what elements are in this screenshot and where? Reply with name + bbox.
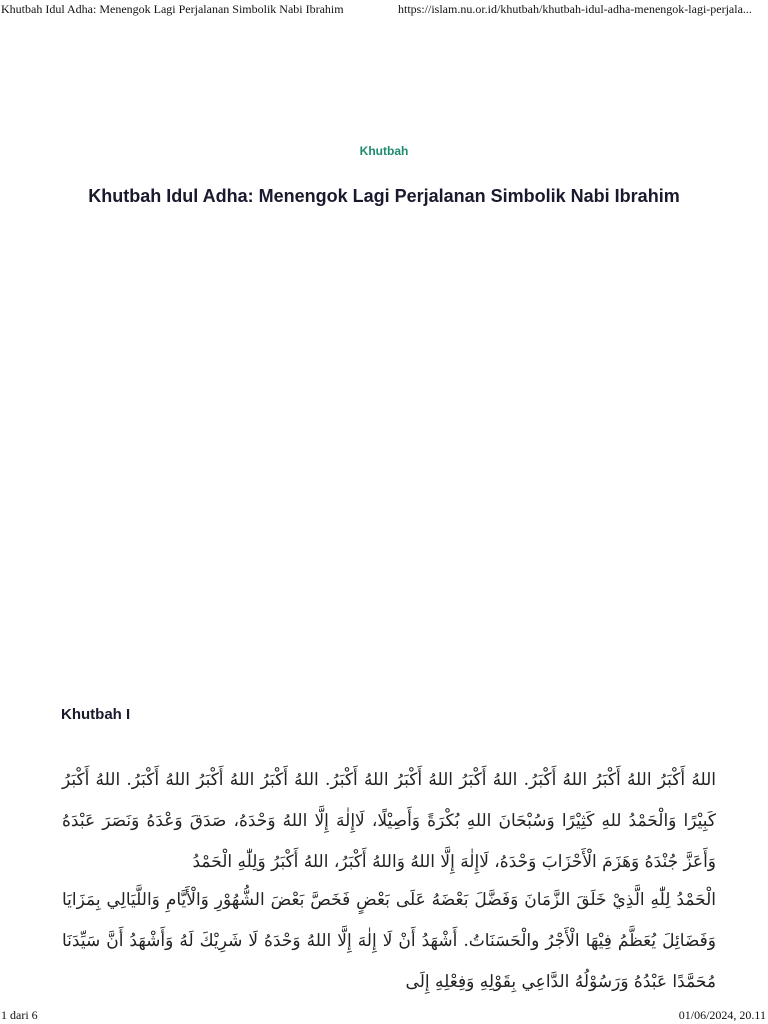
- arabic-paragraph: اللهُ أَكْبَرُ اللهُ أَكْبَرُ اللهُ أَكْبَرُ. اللهُ أَكْبَرُ اللهُ أَكْبَرُ اللهُ أَكْبَرُ. اللهُ أَكْبَرُ اللهُ أَكْبَرُ اللهُ أَكْبَرُ. اللهُ أَكْبَرُ كَبِيْرًا وَالْحَمْدُ للهِ كَثِيْرًا وَسُبْحَانَ اللهِ بُكْرَةً وَأَصِيْلًا، لَاإِلٰهَ إِلَّا اللهُ وَحْدَهُ، صَدَقَ وَعْدَهُ وَنَصَرَ عَبْدَهُ وَأَعَزَّ جُنْدَهُ وَهَزَمَ الْأَحْزَابَ وَحْدَهُ، لَاإِلٰهَ إِلَّا اللهُ وَاللهُ أَكْبَرُ، اللهُ أَكْبَرُ وَلِلّٰهِ الْحَمْدُ: [62, 770, 716, 872]
- page-indicator: 1 dari 6: [1, 1008, 38, 1022]
- print-footer: [0, 1006, 768, 1024]
- section-heading: Khutbah I: [61, 706, 131, 723]
- print-url: https://islam.nu.or.id/khutbah/khutbah-idul-adha-menengok-lagi-perjala...: [398, 2, 752, 16]
- article-title: Khutbah Idul Adha: Menengok Lagi Perjalanan Simbolik Nabi Ibrahim: [88, 186, 680, 206]
- print-datetime: 01/06/2024, 20.11: [678, 1008, 766, 1022]
- arabic-paragraph: الْحَمْدُ لِلّٰهِ الَّذِيْ خَلَقَ الزَّمَانَ وَفَضَّلَ بَعْضَهُ عَلَى بَعْضٍ فَخَصَّ بَعْضَ الشُّهُوْرِ وَالْأَيَّامِ وَاللَّيَالِي بِمَزَايَا وَفَضَائِلَ يُعَظَّمُ فِيْهَا الْأَجْرُ والْحَسَنَاتُ. أَشْهَدُ أَنْ لَا إِلٰهَ إِلَّا اللهُ وَحْدَهُ لَا شَرِيْكَ لَهُ وَأَشْهَدُ أَنَّ سَيِّدَنَا مُحَمَّدًا عَبْدُهُ وَرَسُوْلُهُ الدَّاعِي بِقَوْلِهِ وَفِعْلِهِ إِلَى: [62, 890, 716, 992]
- print-header: [0, 0, 768, 18]
- print-page-title: Khutbah Idul Adha: Menengok Lagi Perjalanan Simbolik Nabi Ibrahim: [1, 2, 344, 16]
- article-category[interactable]: Khutbah: [359, 144, 409, 158]
